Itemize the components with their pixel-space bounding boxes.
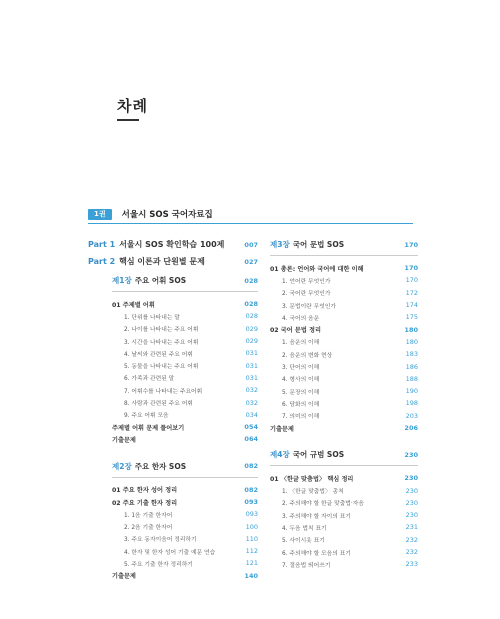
item-label: 5. 사이시옷 표기 (282, 538, 325, 545)
page-title-text: 차례 (117, 97, 148, 115)
toc-tail[interactable] (112, 570, 258, 582)
toc-left-column (88, 238, 258, 582)
toc-item[interactable] (112, 409, 258, 421)
chapter-number: 제2장 (112, 461, 132, 471)
volume-title: 서울시 SOS 국어자료집 (121, 210, 213, 220)
chapter-4-block (270, 448, 418, 570)
toc-part-1[interactable] (88, 238, 258, 251)
title-underline (117, 119, 139, 121)
toc-tail[interactable] (112, 433, 258, 445)
toc-item[interactable] (270, 336, 418, 348)
toc-item[interactable] (270, 509, 418, 521)
toc-item[interactable] (112, 310, 258, 322)
page-number: 174 (405, 301, 418, 310)
page-number: 029 (245, 324, 258, 333)
page-number: 064 (244, 435, 258, 444)
item-label: 1. 음운의 이해 (282, 340, 320, 347)
divider (270, 255, 418, 256)
toc-section[interactable] (270, 472, 418, 484)
item-label: 5. 문장의 이해 (282, 389, 320, 396)
page-number: 230 (405, 486, 418, 495)
item-label: 7. 의미의 이해 (282, 414, 320, 421)
item-label: 6. 주의해야 할 모음의 표기 (282, 550, 351, 557)
section-title: 01 〈한글 맞춤법〉 핵심 정리 (270, 475, 354, 483)
item-label: 4. 형사의 이해 (282, 377, 320, 384)
item-label: 8. 사람과 관련된 주요 어휘 (124, 401, 193, 408)
chapter-1-block (88, 274, 258, 446)
page-number: 170 (404, 264, 418, 273)
page-number: 031 (245, 373, 258, 382)
page-number: 188 (405, 374, 418, 383)
section-title: 02 주요 기출 한자 정리 (112, 499, 178, 507)
toc-item[interactable] (270, 521, 418, 533)
toc-item[interactable] (112, 545, 258, 557)
chapter-number: 제1장 (112, 276, 132, 285)
toc-item[interactable] (112, 347, 258, 359)
toc-section[interactable] (270, 262, 418, 274)
item-label: 7. 절음법 띄어쓰기 (282, 562, 331, 569)
chapter-title: 국어 규범 SOS (292, 450, 345, 460)
page-number: 190 (405, 387, 418, 396)
divider (112, 291, 258, 292)
toc-part-2[interactable] (88, 255, 258, 268)
volume-rule (88, 223, 413, 224)
page-number: 029 (245, 337, 258, 346)
section-title: 01 총론: 언어와 국어에 대한 이해 (270, 265, 364, 273)
chapter-2-block (88, 460, 258, 582)
section-title: 01 주요 한자 성어 정리 (112, 487, 178, 495)
part-title: 핵심 이론과 단원별 문제 (119, 257, 205, 266)
tail-label: 기출문제 (270, 425, 294, 433)
page-number: 140 (244, 571, 258, 580)
tail-label: 주제별 어휘 문제 풀어보기 (112, 424, 185, 432)
chapter-title: 국어 문법 SOS (292, 240, 345, 249)
page-number: 231 (405, 523, 418, 532)
item-label: 1. 〈한글 맞춤법〉 총칙 (282, 489, 344, 496)
page-number: 170 (405, 276, 418, 285)
toc-chapter-3[interactable] (270, 238, 418, 251)
page-number: 093 (244, 498, 258, 506)
toc-right-column (270, 238, 418, 571)
toc-item[interactable] (112, 520, 258, 532)
tail-label: 기출문제 (112, 573, 136, 581)
page-number: 233 (405, 560, 418, 569)
part-number: Part 2 (88, 257, 116, 266)
toc-tail[interactable] (112, 421, 258, 433)
toc-chapter-1[interactable] (112, 274, 258, 287)
page-number: 198 (405, 399, 418, 408)
page-number: 121 (245, 559, 258, 568)
item-label: 2. 2음 기출 한자어 (124, 525, 173, 532)
toc-item[interactable] (112, 396, 258, 408)
volume-header (88, 207, 413, 221)
toc-chapter-4[interactable] (270, 448, 418, 461)
item-label: 3. 단어의 이해 (282, 365, 320, 372)
page-number: 232 (405, 548, 418, 557)
item-label: 2. 국어란 무엇인가 (282, 291, 331, 298)
item-label: 7. 어휘수를 나타내는 주요어휘 (124, 388, 203, 395)
divider (270, 465, 418, 466)
toc-section[interactable] (112, 484, 258, 496)
item-label: 6. 담화의 이해 (282, 401, 320, 408)
item-label: 2. 주의해야 할 한글 맞춤법·자음 (282, 501, 364, 508)
toc-section[interactable] (112, 496, 258, 508)
toc-item[interactable] (270, 373, 418, 385)
item-label: 5. 주요 기출 한자 정리하기 (124, 561, 193, 568)
item-label: 9. 주요 어휘 모음 (124, 413, 169, 420)
toc-chapter-2[interactable] (112, 460, 258, 473)
toc-item[interactable] (270, 558, 418, 570)
toc-item[interactable] (270, 546, 418, 558)
page-number: 028 (244, 300, 258, 309)
page-number: 183 (405, 350, 418, 359)
toc-item[interactable] (270, 348, 418, 360)
item-label: 4. 한자 및 한자 성어 기출 예문 연습 (124, 549, 216, 556)
item-label: 3. 시간을 나타내는 주요 어휘 (124, 339, 199, 346)
toc-item[interactable] (270, 287, 418, 299)
page-number: 082 (244, 462, 258, 471)
chapter-title: 주요 어휘 SOS (134, 276, 187, 285)
toc-item[interactable] (270, 311, 418, 323)
toc-item[interactable] (270, 299, 418, 311)
page-number: 027 (244, 257, 258, 266)
part-title: 서울시 SOS 확인학습 100제 (119, 240, 225, 249)
toc-item[interactable] (112, 335, 258, 347)
page-number: 206 (404, 424, 418, 432)
part-number: Part 1 (88, 240, 116, 249)
item-label: 4. 두음 법칙 표기 (282, 525, 327, 532)
page-number: 082 (244, 485, 258, 494)
page-number: 230 (404, 474, 418, 483)
page-number: 100 (245, 522, 258, 531)
tail-label: 기출문제 (112, 436, 136, 444)
page-number: 232 (405, 535, 418, 544)
page-number: 230 (404, 450, 418, 459)
page-number: 230 (405, 511, 418, 520)
section-title: 02 국어 문법 정리 (270, 327, 321, 335)
page-number: 170 (404, 240, 418, 249)
page-title (117, 95, 148, 121)
item-label: 6. 가족과 관련된 말 (124, 376, 175, 383)
toc-item[interactable] (270, 274, 418, 286)
chapter-3-block (270, 238, 418, 434)
page-number: 034 (245, 410, 258, 419)
toc-item[interactable] (112, 384, 258, 396)
item-label: 3. 주요 동자이음어 정리하기 (124, 537, 197, 544)
toc-item[interactable] (112, 508, 258, 520)
toc-item[interactable] (270, 484, 418, 496)
page-number: 180 (405, 337, 418, 346)
page-number: 028 (245, 312, 258, 321)
toc-item[interactable] (270, 410, 418, 422)
item-label: 4. 날씨와 관련된 주요 어휘 (124, 351, 193, 358)
toc-section[interactable] (112, 298, 258, 310)
item-label: 1. 단위를 나타내는 말 (124, 314, 180, 321)
chapter-title: 주요 한자 SOS (134, 461, 187, 471)
section-title: 01 주제별 어휘 (112, 301, 155, 309)
item-label: 4. 국어의 음운 (282, 315, 320, 322)
toc-item[interactable] (270, 497, 418, 509)
item-label: 1. 언어란 무엇인가 (282, 278, 331, 285)
toc-item[interactable] (270, 360, 418, 372)
page-number: 032 (245, 386, 258, 395)
item-label: 1. 1음 기출 한자어 (124, 512, 173, 519)
toc-tail[interactable] (270, 422, 418, 434)
item-label: 2. 나이를 나타내는 주요 어휘 (124, 327, 199, 334)
page-number: 230 (405, 498, 418, 507)
divider (112, 477, 258, 478)
page-number: 180 (404, 325, 418, 334)
volume-badge: 1권 (88, 209, 112, 220)
page-number: 054 (244, 423, 258, 432)
page-number: 186 (405, 362, 418, 371)
page-number: 112 (245, 547, 258, 556)
toc-item[interactable] (112, 533, 258, 545)
page-number: 007 (244, 240, 258, 249)
page-number: 093 (245, 510, 258, 519)
page-number: 028 (244, 276, 258, 285)
item-label: 3. 문법이란 무엇인가 (282, 303, 337, 310)
toc-item[interactable] (112, 359, 258, 371)
chapter-number: 제3장 (270, 240, 290, 249)
page-number: 203 (405, 411, 418, 420)
item-label: 3. 주의해야 할 자이의 표기 (282, 513, 351, 520)
toc-item[interactable] (112, 372, 258, 384)
page-number: 031 (245, 361, 258, 370)
page-number: 175 (405, 313, 418, 322)
page-number: 031 (245, 349, 258, 358)
toc-item[interactable] (112, 323, 258, 335)
item-label: 5. 동물을 나타내는 주요 어휘 (124, 364, 199, 371)
page-number: 032 (245, 398, 258, 407)
toc-item[interactable] (270, 397, 418, 409)
page-number: 110 (245, 534, 258, 543)
toc-section[interactable] (270, 323, 418, 335)
toc-item[interactable] (270, 385, 418, 397)
page-number: 172 (405, 288, 418, 297)
item-label: 2. 음운의 변화 현상 (282, 352, 333, 359)
toc-item[interactable] (270, 534, 418, 546)
toc-item[interactable] (112, 557, 258, 569)
chapter-number: 제4장 (270, 450, 290, 460)
